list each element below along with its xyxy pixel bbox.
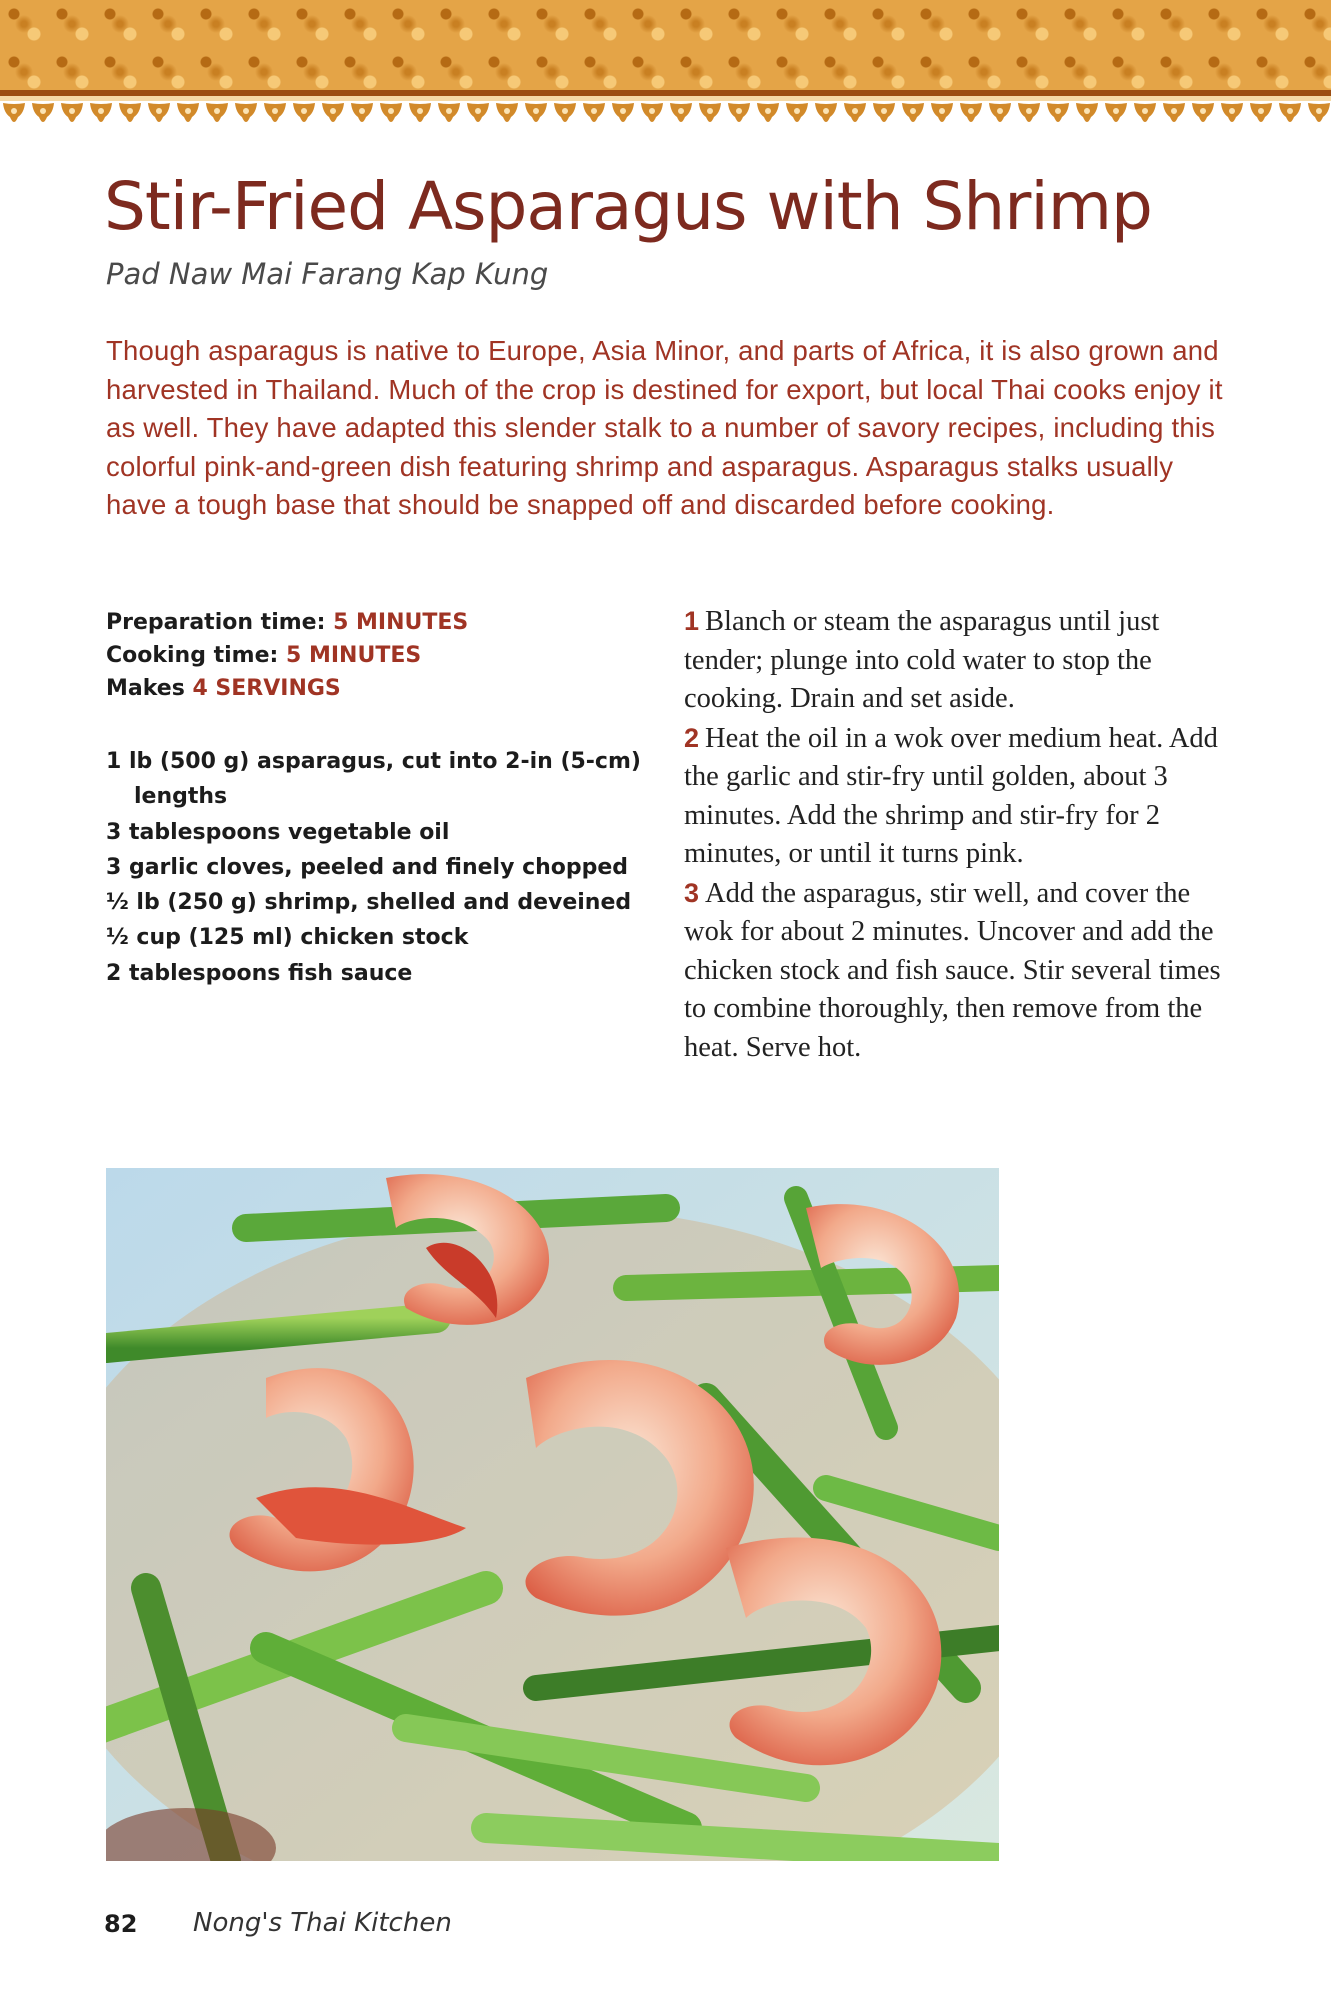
- header-fringe-ornament: [0, 101, 1331, 131]
- step-item: [684, 719, 1244, 874]
- ingredient-list: [106, 744, 666, 991]
- step-number: 1: [684, 606, 700, 636]
- recipe-title: Stir-Fried Asparagus with Shrimp: [104, 168, 1152, 245]
- ingredient-item: 2 tablespoons fish sauce: [106, 960, 413, 986]
- step-text: Heat the oil in a wok over medium heat. Add the garlic and stir-fry until golden, about 3 minutes. Add the shrimp and stir-fry for 2 minutes, or until it turns pink.: [684, 722, 1218, 869]
- decorative-header-band: [0, 0, 1331, 96]
- step-number: 3: [684, 877, 700, 908]
- recipe-subtitle: Pad Naw Mai Farang Kap Kung: [106, 257, 549, 291]
- servings: [106, 672, 666, 705]
- ingredient-item: ½ cup (125 ml) chicken stock: [106, 925, 469, 951]
- prep-time: [106, 606, 666, 639]
- shrimp-asparagus-photo: [106, 1168, 999, 1861]
- cook-time-label: Cooking time:: [106, 643, 279, 668]
- ingredient-item: ½ lb (250 g) shrimp, shelled and deveined: [106, 890, 632, 916]
- step-text: Blanch or steam the asparagus until just tender; plunge into cold water to stop the cooking. Drain and set aside.: [684, 606, 1160, 714]
- servings-label: Makes: [106, 676, 185, 701]
- servings-value: 4 SERVINGS: [192, 676, 341, 701]
- prep-time-label: Preparation time:: [106, 610, 326, 635]
- instruction-steps: [684, 602, 1244, 1067]
- prep-time-value: 5 MINUTES: [333, 610, 469, 635]
- page-number: 82: [104, 1910, 138, 1938]
- recipe-intro: Though asparagus is native to Europe, Asia Minor, and parts of Africa, it is also grown and harvested in Thailand. Much of the crop is destined for export, but local Thai cooks enjoy it as well. They have adapted this slender stalk to a number of savory recipes, including this colorful pink-and-green dish featuring shrimp and asparagus. Asparagus stalks usually have a tough base that should be snapped off and discarded before cooking.: [106, 335, 1223, 520]
- book-title: Nong's Thai Kitchen: [193, 1908, 452, 1938]
- ingredient-item: 3 tablespoons vegetable oil: [106, 819, 450, 845]
- cook-time: [106, 639, 666, 672]
- dish-photo: [106, 1168, 999, 1861]
- ingredient-item: 3 garlic cloves, peeled and finely chopped: [106, 854, 629, 880]
- recipe-meta: [106, 606, 666, 705]
- step-item: [684, 602, 1244, 719]
- step-number: 2: [684, 722, 700, 753]
- ingredient-item: 1 lb (500 g) asparagus, cut into 2-in (5-cm) lengths: [106, 749, 641, 810]
- cook-time-value: 5 MINUTES: [286, 643, 422, 668]
- step-item: [684, 874, 1244, 1068]
- step-text: Add the asparagus, stir well, and cover the wok for about 2 minutes. Uncover and add the chicken stock and fish sauce. Stir several times to combine thoroughly, then remove from the heat. Serve hot.: [684, 877, 1221, 1063]
